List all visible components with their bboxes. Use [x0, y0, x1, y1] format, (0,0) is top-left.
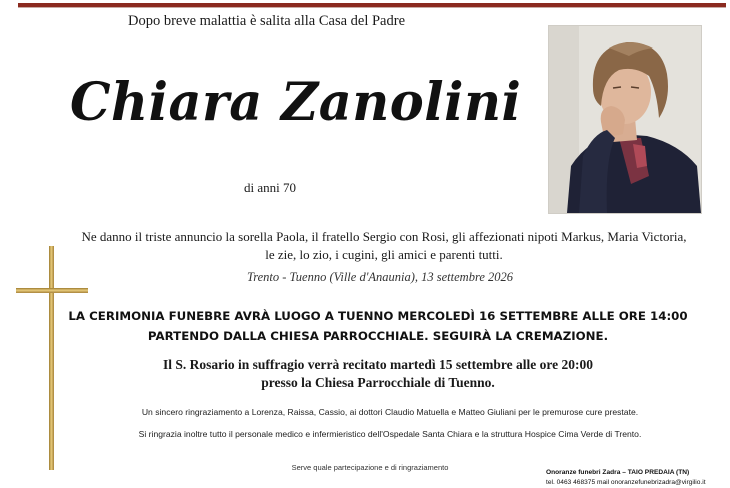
rosary-details	[68, 356, 688, 392]
portrait-photo	[548, 25, 702, 214]
intro-line: Dopo breve malattia è salita alla Casa del Padre	[128, 13, 406, 29]
ceremony-details	[68, 306, 688, 346]
place-and-date: Trento - Tuenno (Ville d'Anaunia), 13 settembre 2026	[246, 270, 514, 284]
rosary-line-2: presso la Chiesa Parrocchiale di Tuenno.	[261, 375, 495, 390]
deceased-name: Chiara Zanolini	[70, 72, 522, 133]
cross-icon	[16, 246, 90, 477]
age-text: di anni 70	[244, 180, 296, 195]
funeral-home-name: Onoranze funebri Zadra – TAIO PREDAIA (TN)	[546, 469, 690, 476]
thanks-line-2: Si ringrazia inoltre tutto il personale medico e infermieristico dell'Ospedale Santa Chiara e la struttura Hospice Cima Verde di Trento.	[138, 429, 642, 439]
funeral-home-contact: tel. 0463 468375 mail onoranzefunebrizadra@virgilio.it	[546, 479, 706, 486]
portrait-illustration	[549, 26, 701, 213]
participation-notice: Serve quale partecipazione e di ringraziamento	[291, 463, 449, 472]
thanks-line-1: Un sincero ringraziamento a Lorenza, Raissa, Cassio, ai dottori Claudio Matuella e Matteo Giuliani per le premurose cure prestate.	[141, 407, 639, 417]
announcement-text: Ne danno il triste annuncio la sorella Paola, il fratello Sergio con Rosi, gli affezionati nipoti Markus, Maria Victoria, le zie, lo zio, i cugini, gli amici e parenti tutti.	[81, 229, 687, 262]
rosary-line-1: Il S. Rosario in suffragio verrà recitato martedì 15 settembre alle ore 20:00	[162, 357, 594, 372]
ceremony-line-1: LA CERIMONIA FUNEBRE AVRÀ LUOGO A TUENNO MERCOLEDÌ 16 SETTEMBRE ALLE ORE 14:00	[68, 309, 688, 323]
funeral-home-info	[546, 468, 726, 488]
ceremony-line-2: PARTENDO DALLA CHIESA PARROCCHIALE. SEGUIRÀ LA CREMAZIONE.	[147, 329, 609, 343]
top-border-rule	[18, 3, 726, 8]
